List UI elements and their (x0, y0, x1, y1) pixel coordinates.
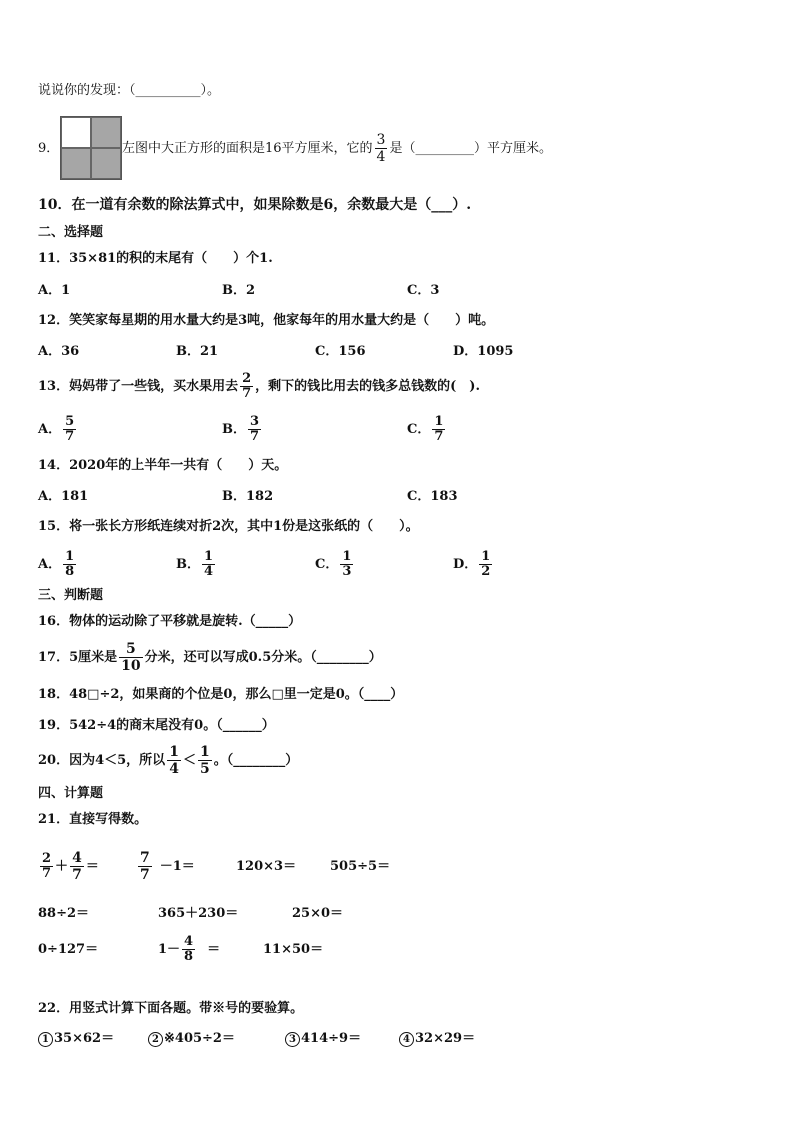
numerator: 2 (42, 851, 52, 866)
numerator: 1 (434, 414, 444, 429)
denominator: 4 (376, 149, 386, 165)
option: A．1 (38, 283, 71, 298)
calc-item (38, 847, 99, 887)
denominator: 7 (140, 867, 150, 883)
question-17-pre: 17．5厘米是 (38, 650, 118, 665)
question-17-post: 分米，还可以写成0.5分米。（________） (144, 650, 382, 665)
option-label: C． (407, 422, 431, 437)
question-10: 10．在一道有余数的除法算式中，如果除数是6，余数最大是（___）. (38, 197, 472, 213)
option: D．1095 (453, 344, 514, 359)
numerator: 1 (169, 744, 179, 760)
numerator: 3 (250, 414, 260, 429)
section-heading-calculation: 四、计算题 (38, 786, 104, 801)
option (407, 413, 447, 447)
denominator: 4 (169, 761, 179, 777)
numerator: 2 (242, 371, 252, 386)
fraction (202, 550, 215, 579)
option-label: A． (38, 557, 62, 572)
numerator: 1 (342, 549, 352, 564)
question-19: 19．542÷4的商末尾没有0。（______） (38, 718, 275, 733)
denominator: 4 (204, 564, 214, 579)
numerator: 1 (199, 744, 210, 760)
question-13-post: ，剩下的钱比用去的钱多总钱数的( ). (255, 379, 480, 394)
question-18: 18．48□÷2，如果商的个位是0，那么□里一定是0。（____） (38, 687, 404, 702)
grid-cell-gray (91, 148, 121, 179)
option (222, 413, 263, 447)
option-label: B． (176, 557, 200, 572)
question-13 (38, 370, 480, 404)
denominator: 10 (121, 658, 141, 674)
calc-expression: 35×62＝ (54, 1031, 115, 1046)
option: B．21 (176, 344, 219, 359)
question-20 (38, 743, 298, 779)
question-11: 11．35×81的积的末尾有（ ）个1. (38, 251, 273, 266)
option (453, 548, 494, 582)
question-8-tail: 说说你的发现：（__________）。 (38, 83, 221, 98)
question-9-pre: 左图中大正方形的面积是16平方厘米，它的 (122, 141, 373, 156)
circled-number: 3 (285, 1032, 300, 1047)
question-9-number: 9． (38, 141, 60, 156)
section-heading-choice: 二、选择题 (38, 225, 104, 240)
calc-pre: 1－ (158, 942, 181, 957)
calc-item (136, 847, 195, 887)
plus-sign: ＋ (55, 859, 69, 874)
denominator: 2 (481, 564, 491, 579)
calc-item: 120×3＝ (236, 859, 297, 874)
numerator: 5 (119, 641, 142, 658)
fraction (40, 852, 53, 881)
section-heading-judgement: 三、判断题 (38, 588, 104, 603)
fraction (63, 415, 76, 444)
calc-item: 25×0＝ (292, 906, 344, 921)
calc-rest: －1＝ (159, 859, 195, 874)
fraction (70, 850, 84, 883)
option (38, 413, 78, 447)
option (38, 548, 78, 582)
question-12: 12．笑笑家每星期的用水量大约是3吨，他家每年的用水量大约是（ ）吨。 (38, 313, 495, 328)
denominator: 7 (72, 867, 82, 883)
question-17 (38, 640, 382, 676)
calc-item: 0÷127＝ (38, 942, 99, 957)
grid-cell-white (61, 117, 91, 148)
numerator: 1 (65, 549, 75, 564)
question-22: 22．用竖式计算下面各题。带※号的要验算。 (38, 1001, 304, 1016)
less-than-sign: ＜ (182, 753, 196, 768)
option-label: D． (453, 557, 478, 572)
calc-expression: ※405÷2＝ (164, 1031, 235, 1046)
vertical-calc-item (38, 1030, 114, 1048)
question-9-post: 是（_________）平方厘米。 (389, 141, 552, 156)
option: B．182 (222, 489, 274, 504)
question-9 (122, 131, 552, 167)
option (176, 548, 217, 582)
equals-sign: ＝ (85, 859, 99, 874)
fraction (167, 744, 181, 777)
numerator: 4 (184, 934, 194, 949)
vertical-calc-item (399, 1030, 475, 1048)
grid-cell-gray (61, 148, 91, 179)
option-label: A． (38, 422, 62, 437)
fraction (119, 641, 142, 674)
numerator: 7 (140, 850, 150, 866)
denominator: 7 (242, 386, 252, 401)
denominator: 7 (250, 429, 260, 444)
option: B．2 (222, 283, 256, 298)
option (315, 548, 355, 582)
calc-expression: 32×29＝ (415, 1031, 476, 1046)
question-15: 15．将一张长方形纸连续对折2次，其中1份是这张纸的（ ）。 (38, 519, 419, 534)
numerator: 1 (204, 549, 214, 564)
circled-number: 1 (38, 1032, 53, 1047)
denominator: 5 (199, 761, 210, 777)
numerator: 1 (481, 549, 491, 564)
denominator: 7 (42, 866, 52, 881)
option: A．181 (38, 489, 89, 504)
calc-item: 11×50＝ (263, 942, 324, 957)
option: C．183 (407, 489, 458, 504)
vertical-calc-item (285, 1030, 361, 1048)
numerator: 4 (72, 850, 82, 866)
calc-item: 88÷2＝ (38, 906, 90, 921)
circled-number: 2 (148, 1032, 163, 1047)
denominator: 7 (434, 429, 444, 444)
denominator: 3 (342, 564, 352, 579)
fraction (375, 132, 388, 165)
option-label: C． (315, 557, 339, 572)
denominator: 8 (184, 949, 194, 964)
option: A．36 (38, 344, 80, 359)
denominator: 8 (65, 564, 75, 579)
vertical-calc-item (148, 1030, 235, 1048)
equals-sign: ＝ (207, 942, 221, 957)
calc-item (158, 930, 220, 970)
fraction (432, 415, 445, 444)
question-13-pre: 13．妈妈带了一些钱，买水果用去 (38, 379, 239, 394)
fraction (240, 372, 253, 401)
question-20-pre: 20．因为4＜5，所以 (38, 753, 166, 768)
fraction (248, 415, 261, 444)
question-20-post: 。（________） (213, 753, 299, 768)
calc-item: 505÷5＝ (330, 859, 391, 874)
denominator: 7 (65, 429, 75, 444)
numerator: 5 (65, 414, 75, 429)
question-16: 16．物体的运动除了平移就是旋转.（_____） (38, 614, 302, 629)
fraction (138, 850, 152, 883)
fraction (182, 935, 195, 964)
grid-cell-gray (91, 117, 121, 148)
option-label: B． (222, 422, 246, 437)
numerator: 3 (376, 132, 386, 148)
fraction (63, 550, 76, 579)
calc-expression: 414÷9＝ (301, 1031, 362, 1046)
fraction (340, 550, 353, 579)
square-grid-figure (60, 116, 122, 180)
question-14: 14．2020年的上半年一共有（ ）天。 (38, 458, 288, 473)
calc-item: 365＋230＝ (158, 906, 239, 921)
fraction (198, 744, 212, 777)
fraction (479, 550, 492, 579)
question-21: 21．直接写得数。 (38, 812, 148, 827)
circled-number: 4 (399, 1032, 414, 1047)
option: C．3 (407, 283, 440, 298)
option: C．156 (315, 344, 366, 359)
